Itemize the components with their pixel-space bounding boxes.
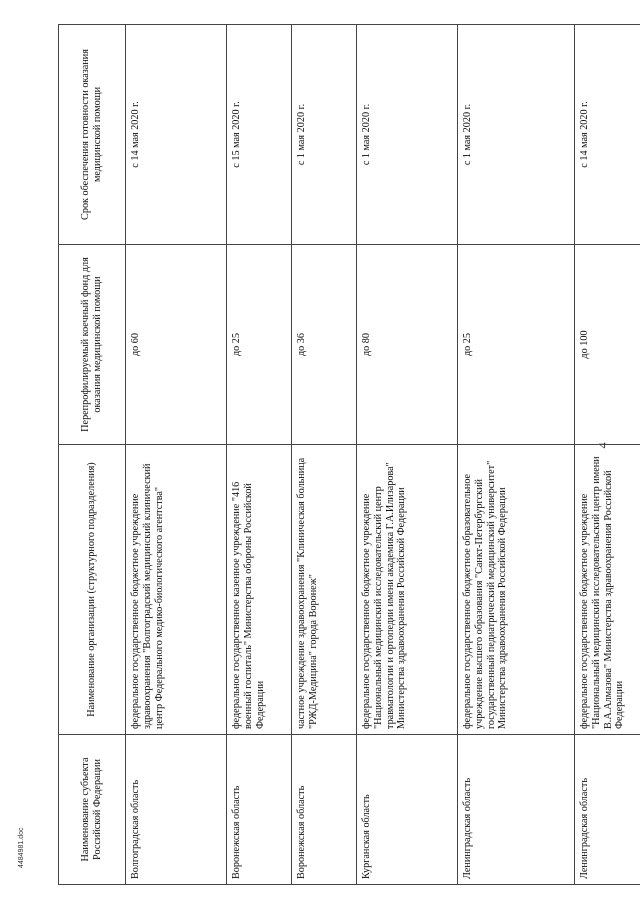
- cell-organization: федеральное государственное бюджетное образовательное учреждение высшего образования "Санкт-Петербургский государственный педиатрический медицинский университет" Министерства здравоохранения Российской Федерации: [458, 445, 575, 735]
- cell-beds: до 25: [458, 245, 575, 445]
- table-row: [575, 25, 640, 885]
- cell-region: Волгоградская область: [126, 735, 227, 885]
- cell-beds: до 60: [126, 245, 227, 445]
- cell-region: Воронежская область: [292, 735, 357, 885]
- page-number: 4: [595, 442, 610, 449]
- header-date: Срок обеспечения готовности оказания медицинской помощи: [59, 25, 126, 245]
- cell-beds: до 80: [357, 245, 458, 445]
- cell-date: с 1 мая 2020 г.: [458, 25, 575, 245]
- cell-date: с 15 мая 2020 г.: [227, 25, 292, 245]
- cell-beds: до 100: [575, 245, 640, 445]
- cell-region: Курганская область: [357, 735, 458, 885]
- document-page: [58, 25, 626, 885]
- cell-region: Ленинградская область: [575, 735, 640, 885]
- cell-date: с 1 мая 2020 г.: [292, 25, 357, 245]
- cell-date: с 1 мая 2020 г.: [357, 25, 458, 245]
- table-header-row: [59, 25, 126, 885]
- cell-organization: федеральное государственное казенное учреждение "416 военный госпиталь" Министерства обороны Российской Федерации: [227, 445, 292, 735]
- header-beds: Перепрофилируемый коечный фонд для оказания медицинской помощи: [59, 245, 126, 445]
- cell-beds: до 36: [292, 245, 357, 445]
- cell-date: с 14 мая 2020 г.: [126, 25, 227, 245]
- table-row: [292, 25, 357, 885]
- cell-region: Ленинградская область: [458, 735, 575, 885]
- cell-organization: федеральное государственное бюджетное учреждение "Национальный медицинский исследовательский центр имени В.А.Алмазова" Министерства здравоохранения Российской Федерации: [575, 445, 640, 735]
- cell-organization: федеральное государственное бюджетное учреждение здравоохранения "Волгоградский медицинский клинический центр Федерального медико-биологического агентства": [126, 445, 227, 735]
- cell-date: с 14 мая 2020 г.: [575, 25, 640, 245]
- cell-beds: до 25: [227, 245, 292, 445]
- cell-organization: частное учреждение здравоохранения "Клиническая больница "РЖД-Медицина" города Воронеж": [292, 445, 357, 735]
- table-row: [126, 25, 227, 885]
- file-code: 4484981.doc: [18, 827, 25, 868]
- cell-organization: федеральное государственное бюджетное учреждение "Национальный медицинский исследовательский центр травматологии и ортопедии имени академика Г.А.Илизарова" Министерства здравоохранения Российской Федерации: [357, 445, 458, 735]
- header-region: Наименование субъекта Российской Федерации: [59, 735, 126, 885]
- table-row: [357, 25, 458, 885]
- table-row: [227, 25, 292, 885]
- table-row: [458, 25, 575, 885]
- header-organization: Наименование организации (структурного подразделения): [59, 445, 126, 735]
- cell-region: Воронежская область: [227, 735, 292, 885]
- hospital-table: [58, 24, 640, 885]
